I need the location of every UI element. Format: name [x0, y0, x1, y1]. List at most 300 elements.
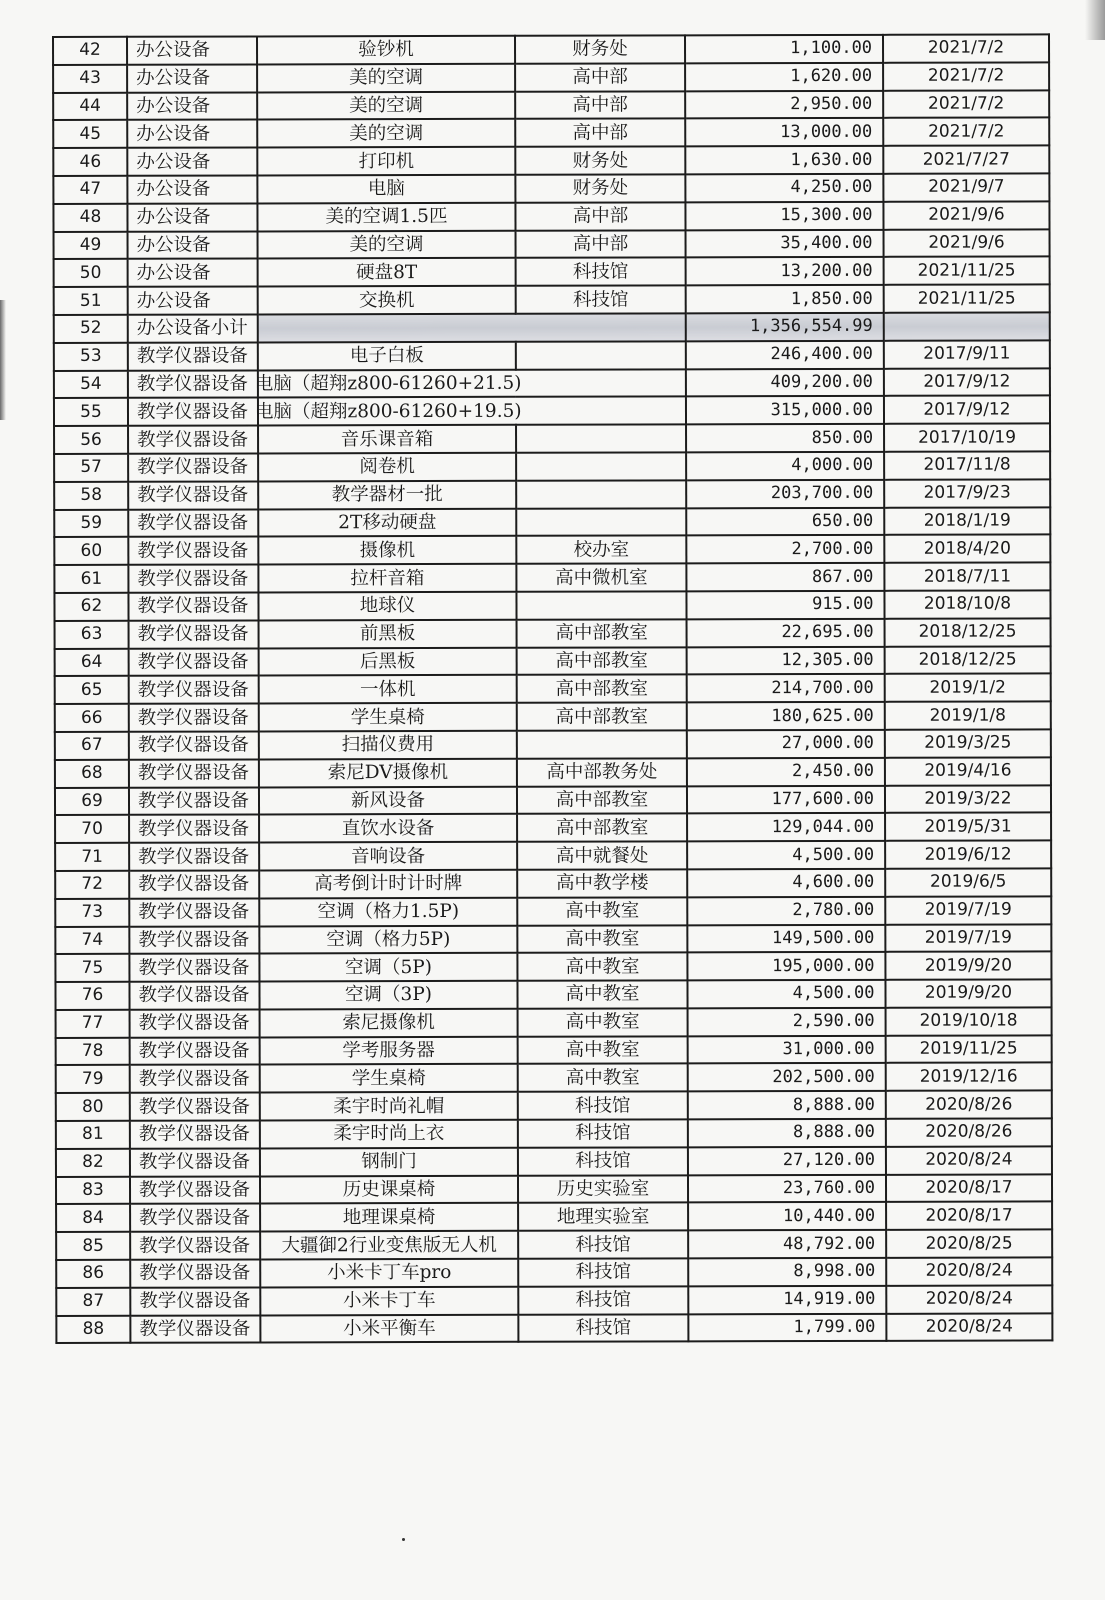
date-cell: 2019/6/5: [885, 868, 1051, 896]
category-cell: 教学仪器设备: [130, 1121, 260, 1149]
department-cell: [516, 424, 686, 452]
department-cell: 高中教室: [517, 925, 687, 953]
item-name-cell: 美的空调1.5匹: [257, 203, 515, 231]
category-cell: 教学仪器设备: [129, 982, 259, 1010]
item-name-cell: 美的空调: [257, 64, 515, 92]
date-cell: 2021/9/6: [883, 201, 1049, 229]
category-cell: 教学仪器设备: [128, 370, 258, 398]
date-cell: 2017/9/12: [884, 396, 1050, 424]
item-name-cell: 音响设备: [259, 842, 517, 870]
category-cell: 教学仪器设备: [130, 1287, 260, 1315]
date-cell: 2017/10/19: [884, 424, 1050, 452]
date-cell: 2019/7/19: [885, 896, 1051, 924]
category-cell: 教学仪器设备: [129, 787, 259, 815]
row-number: 49: [54, 231, 128, 259]
table-row: [56, 1313, 1052, 1343]
department-cell: 高中部教室: [517, 619, 687, 647]
row-number: 51: [54, 287, 128, 315]
category-cell: 教学仪器设备: [128, 537, 258, 565]
amount-cell: 13,200.00: [686, 257, 884, 285]
item-name-cell: 索尼摄像机: [260, 1009, 518, 1037]
row-number: 74: [55, 926, 129, 954]
item-name-cell: 空调（5P): [259, 953, 517, 981]
row-number: 48: [53, 204, 127, 232]
item-name-cell: 学生桌椅: [259, 703, 517, 731]
item-name-cell: 电脑: [257, 175, 515, 203]
amount-cell: 202,500.00: [688, 1063, 886, 1091]
item-name-cell: 新风设备: [259, 786, 517, 814]
table-row: [56, 1285, 1052, 1315]
category-cell: 教学仪器设备: [128, 398, 258, 426]
amount-cell: 409,200.00: [686, 368, 884, 396]
row-number: 54: [54, 370, 128, 398]
department-cell: [516, 341, 686, 369]
row-number: 76: [55, 982, 129, 1010]
amount-cell: 1,799.00: [688, 1313, 886, 1341]
item-name-cell: 高考倒计时计时牌: [259, 870, 517, 898]
date-cell: 2020/8/17: [886, 1174, 1052, 1202]
item-name-cell: 学考服务器: [260, 1036, 518, 1064]
amount-cell: 27,120.00: [688, 1147, 886, 1175]
category-cell: 教学仪器设备: [129, 759, 259, 787]
department-cell: [516, 591, 686, 619]
table-row: [56, 1007, 1052, 1037]
amount-cell: 10,440.00: [688, 1202, 886, 1230]
date-cell: 2020/8/17: [886, 1202, 1052, 1230]
amount-cell: 2,780.00: [687, 897, 885, 925]
department-cell: 高中就餐处: [517, 841, 687, 869]
date-cell: 2019/3/22: [885, 785, 1051, 813]
amount-cell: 31,000.00: [688, 1036, 886, 1064]
amount-cell: 1,630.00: [685, 146, 883, 174]
table-row: [54, 257, 1050, 287]
amount-cell: 14,919.00: [688, 1286, 886, 1314]
subtotal-blank: [258, 313, 686, 342]
table-row: [54, 507, 1050, 537]
row-number: 71: [55, 843, 129, 871]
department-cell: 高中教室: [517, 953, 687, 981]
amount-cell: 177,600.00: [687, 785, 885, 813]
item-name-cell: 教学器材一批: [258, 481, 516, 509]
date-cell: 2018/12/25: [885, 618, 1051, 646]
table-row: [56, 1035, 1052, 1065]
table-row: [54, 424, 1050, 454]
row-number: 87: [56, 1288, 130, 1316]
category-cell: 办公设备: [127, 148, 257, 176]
department-cell: [516, 480, 686, 508]
department-cell: 历史实验室: [518, 1175, 688, 1203]
amount-cell: 15,300.00: [685, 202, 883, 230]
amount-cell: 2,700.00: [686, 535, 884, 563]
department-cell: 高中教室: [518, 1064, 688, 1092]
item-name-cell: 学生桌椅: [260, 1064, 518, 1092]
table-row: [55, 674, 1051, 704]
amount-cell: 4,500.00: [687, 841, 885, 869]
amount-cell: 246,400.00: [686, 341, 884, 369]
category-cell: 教学仪器设备: [129, 815, 259, 843]
amount-cell: 4,600.00: [687, 869, 885, 897]
row-number: 68: [55, 760, 129, 788]
category-cell: 办公设备: [127, 120, 257, 148]
category-cell: 教学仪器设备: [130, 1176, 260, 1204]
row-number: 84: [56, 1204, 130, 1232]
category-cell: 教学仪器设备: [130, 1232, 260, 1260]
category-cell: 教学仪器设备: [130, 1204, 260, 1232]
category-cell: 办公设备: [127, 92, 257, 120]
category-cell: 教学仪器设备: [128, 453, 258, 481]
row-number: 62: [54, 593, 128, 621]
table-row: [56, 1202, 1052, 1232]
amount-cell: 129,044.00: [687, 813, 885, 841]
table-row: [56, 1118, 1052, 1148]
department-cell: 科技馆: [518, 1119, 688, 1147]
amount-cell: 22,695.00: [687, 619, 885, 647]
date-cell: 2019/10/18: [886, 1007, 1052, 1035]
category-cell: 教学仪器设备: [129, 843, 259, 871]
item-name-cell: 一体机: [259, 675, 517, 703]
amount-cell: 195,000.00: [687, 952, 885, 980]
date-cell: 2019/9/20: [885, 979, 1051, 1007]
department-cell: [517, 730, 687, 758]
asset-list-sheet: [52, 33, 1051, 1344]
amount-cell: 1,620.00: [685, 63, 883, 91]
department-cell: 财务处: [515, 147, 685, 175]
item-name-cell: 空调（格力5P): [259, 925, 517, 953]
row-number: 72: [55, 871, 129, 899]
date-cell: 2020/8/24: [886, 1313, 1052, 1341]
date-cell: 2019/1/2: [885, 674, 1051, 702]
row-number: 86: [56, 1260, 130, 1288]
table-row: [53, 118, 1049, 148]
department-cell: 高中部教室: [517, 675, 687, 703]
date-cell: 2021/11/25: [884, 257, 1050, 285]
item-name-cell: 打印机: [257, 147, 515, 175]
row-number: 64: [55, 648, 129, 676]
row-number: 50: [54, 259, 128, 287]
scan-speck: [402, 1538, 405, 1541]
item-name-cell: 扫描仪费用: [259, 731, 517, 759]
date-cell: 2020/8/26: [886, 1118, 1052, 1146]
item-name-cell: 阅卷机: [258, 453, 516, 481]
amount-cell: 4,250.00: [685, 174, 883, 202]
table-row: [55, 896, 1051, 926]
table-row: [54, 368, 1050, 398]
department-cell: 高中部: [516, 230, 686, 258]
date-cell: 2020/8/25: [886, 1230, 1052, 1258]
department-cell: 科技馆: [518, 1258, 688, 1286]
subtotal-date-blank: [884, 312, 1050, 340]
date-cell: 2019/4/16: [885, 757, 1051, 785]
item-name-cell: 美的空调: [258, 230, 516, 258]
table-row: [55, 924, 1051, 954]
table-row: [55, 729, 1051, 759]
row-number: 69: [55, 787, 129, 815]
category-cell: 办公设备: [128, 231, 258, 259]
item-name-cell: 小米卡丁车: [260, 1287, 518, 1315]
item-name-cell: 地球仪: [258, 592, 516, 620]
item-name-cell: 电子白板: [258, 342, 516, 370]
row-number: 73: [55, 899, 129, 927]
amount-cell: 12,305.00: [687, 646, 885, 674]
date-cell: 2021/9/6: [884, 229, 1050, 257]
department-cell: [516, 452, 686, 480]
row-number: 85: [56, 1232, 130, 1260]
item-name-cell: 音乐课音箱: [258, 425, 516, 453]
category-cell: 办公设备: [128, 287, 258, 315]
table-row: [54, 563, 1050, 593]
amount-cell: 48,792.00: [688, 1230, 886, 1258]
row-number: 45: [53, 120, 127, 148]
item-name-cell: 2T移动硬盘: [258, 508, 516, 536]
category-cell: 教学仪器设备: [129, 676, 259, 704]
scan-corner-shadow: [1085, 0, 1105, 40]
table-row: [55, 868, 1051, 898]
amount-cell: 8,998.00: [688, 1258, 886, 1286]
item-name-cell: 直饮水设备: [259, 814, 517, 842]
table-row: [55, 952, 1051, 982]
amount-cell: 2,590.00: [688, 1008, 886, 1036]
category-cell: 教学仪器设备: [128, 481, 258, 509]
item-name-cell: 小米平衡车: [260, 1314, 518, 1342]
department-cell: [516, 508, 686, 536]
amount-cell: 4,500.00: [687, 980, 885, 1008]
table-row: [53, 62, 1049, 92]
department-cell: 财务处: [515, 35, 685, 63]
department-cell: 地理实验室: [518, 1203, 688, 1231]
item-name-cell: [254, 369, 686, 398]
scan-edge-shadow: [0, 300, 6, 420]
table-row: [55, 813, 1051, 843]
date-cell: 2019/1/8: [885, 702, 1051, 730]
item-name-cell: [254, 397, 686, 426]
row-number: 66: [55, 704, 129, 732]
table-row: [53, 201, 1049, 231]
table-row: [54, 285, 1050, 315]
category-cell: 教学仪器设备: [130, 1009, 260, 1037]
table-row: [54, 396, 1050, 426]
table-row: [54, 479, 1050, 509]
amount-cell: 8,888.00: [688, 1091, 886, 1119]
table-row: [54, 340, 1050, 370]
row-number: 60: [54, 537, 128, 565]
row-number: 78: [56, 1037, 130, 1065]
table-row: [56, 1230, 1052, 1260]
category-cell: 教学仪器设备: [129, 704, 259, 732]
item-name-text: 电脑（超翔z800-61260+19.5): [254, 400, 522, 423]
row-number: 61: [54, 565, 128, 593]
item-name-cell: 地理课桌椅: [260, 1203, 518, 1231]
table-row: [56, 1146, 1052, 1176]
table-row: [55, 646, 1051, 676]
category-cell: 教学仪器设备: [130, 1148, 260, 1176]
item-name-cell: 摄像机: [258, 536, 516, 564]
amount-cell: 214,700.00: [687, 674, 885, 702]
row-number: 67: [55, 732, 129, 760]
date-cell: 2019/5/31: [885, 813, 1051, 841]
item-name-cell: 美的空调: [257, 119, 515, 147]
item-name-cell: 柔宇时尚上衣: [260, 1120, 518, 1148]
item-name-cell: 验钞机: [257, 36, 515, 64]
table-row: [53, 173, 1049, 203]
amount-cell: 13,000.00: [685, 118, 883, 146]
item-name-cell: 后黑板: [259, 647, 517, 675]
subtotal-label: 办公设备小计: [128, 314, 258, 342]
date-cell: 2017/9/11: [884, 340, 1050, 368]
date-cell: 2021/11/25: [884, 285, 1050, 313]
date-cell: 2020/8/26: [886, 1091, 1052, 1119]
table-row: [54, 229, 1050, 259]
category-cell: 教学仪器设备: [128, 509, 258, 537]
date-cell: 2021/9/7: [883, 173, 1049, 201]
table-row: [53, 90, 1049, 120]
department-cell: 高中教室: [518, 1036, 688, 1064]
category-cell: 教学仪器设备: [128, 426, 258, 454]
row-number: 53: [54, 343, 128, 371]
department-cell: 科技馆: [518, 1147, 688, 1175]
category-cell: 教学仪器设备: [130, 1260, 260, 1288]
date-cell: 2019/12/16: [886, 1063, 1052, 1091]
table-row: [56, 1257, 1052, 1287]
date-cell: 2018/12/25: [885, 646, 1051, 674]
item-name-cell: 拉杆音箱: [258, 564, 516, 592]
table-row: [56, 1174, 1052, 1204]
row-number: 80: [56, 1093, 130, 1121]
department-cell: 高中教室: [518, 1008, 688, 1036]
date-cell: 2019/3/25: [885, 729, 1051, 757]
department-cell: 高中微机室: [516, 563, 686, 591]
item-name-cell: 硬盘8T: [258, 258, 516, 286]
category-cell: 教学仪器设备: [130, 1065, 260, 1093]
item-name-cell: 小米卡丁车pro: [260, 1259, 518, 1287]
row-number: 81: [56, 1121, 130, 1149]
date-cell: 2018/7/11: [884, 563, 1050, 591]
department-cell: 科技馆: [516, 286, 686, 314]
amount-cell: 1,100.00: [685, 35, 883, 63]
row-number: 79: [56, 1065, 130, 1093]
date-cell: 2020/8/24: [886, 1285, 1052, 1313]
date-cell: 2017/11/8: [884, 451, 1050, 479]
category-cell: 教学仪器设备: [128, 592, 258, 620]
amount-cell: 1,850.00: [686, 285, 884, 313]
category-cell: 教学仪器设备: [128, 342, 258, 370]
row-number: 83: [56, 1176, 130, 1204]
date-cell: 2017/9/23: [884, 479, 1050, 507]
department-cell: 高中部教室: [517, 702, 687, 730]
item-name-cell: 前黑板: [259, 620, 517, 648]
row-number: 88: [56, 1315, 130, 1343]
amount-cell: 915.00: [686, 591, 884, 619]
table-row: [55, 979, 1051, 1009]
category-cell: 教学仪器设备: [129, 648, 259, 676]
department-cell: 科技馆: [518, 1286, 688, 1314]
row-number: 44: [53, 92, 127, 120]
department-cell: 财务处: [515, 174, 685, 202]
row-number: 42: [53, 37, 127, 65]
amount-cell: 203,700.00: [686, 480, 884, 508]
department-cell: 高中教学楼: [517, 869, 687, 897]
department-cell: 高中部教室: [517, 814, 687, 842]
date-cell: 2019/7/19: [885, 924, 1051, 952]
table-row: [55, 618, 1051, 648]
row-number: 52: [54, 315, 128, 343]
asset-table: [52, 33, 1053, 1344]
date-cell: 2019/6/12: [885, 840, 1051, 868]
department-cell: 科技馆: [518, 1231, 688, 1259]
amount-cell: 850.00: [686, 424, 884, 452]
date-cell: 2021/7/2: [883, 62, 1049, 90]
category-cell: 办公设备: [128, 259, 258, 287]
category-cell: 教学仪器设备: [130, 1037, 260, 1065]
category-cell: 办公设备: [127, 175, 257, 203]
date-cell: 2017/9/12: [884, 368, 1050, 396]
row-number: 70: [55, 815, 129, 843]
department-cell: 高中教室: [517, 897, 687, 925]
department-cell: 高中部教室: [517, 647, 687, 675]
table-row: [55, 757, 1051, 787]
category-cell: 教学仪器设备: [130, 1315, 260, 1343]
department-cell: 高中部: [515, 91, 685, 119]
amount-cell: 27,000.00: [687, 730, 885, 758]
date-cell: 2018/10/8: [884, 590, 1050, 618]
table-row: [53, 146, 1049, 176]
item-name-cell: 空调（格力1.5P): [259, 897, 517, 925]
row-number: 43: [53, 65, 127, 93]
amount-cell: 867.00: [686, 563, 884, 591]
date-cell: 2021/7/2: [883, 90, 1049, 118]
table-row: [56, 1063, 1052, 1093]
department-cell: 高中部: [515, 202, 685, 230]
item-name-cell: 大疆御2行业变焦版无人机: [260, 1231, 518, 1259]
category-cell: 教学仪器设备: [130, 1093, 260, 1121]
item-name-cell: 美的空调: [257, 91, 515, 119]
item-name-cell: 交换机: [258, 286, 516, 314]
table-row: [56, 1091, 1052, 1121]
row-number: 58: [54, 482, 128, 510]
department-cell: 校办室: [516, 536, 686, 564]
department-cell: 高中部教室: [517, 786, 687, 814]
date-cell: 2018/1/19: [884, 507, 1050, 535]
department-cell: 科技馆: [516, 258, 686, 286]
department-cell: 高中教室: [517, 980, 687, 1008]
amount-cell: 35,400.00: [686, 229, 884, 257]
amount-cell: 4,000.00: [686, 452, 884, 480]
table-row: [55, 785, 1051, 815]
amount-cell: 2,450.00: [687, 758, 885, 786]
amount-cell: 23,760.00: [688, 1174, 886, 1202]
department-cell: 高中部教务处: [517, 758, 687, 786]
date-cell: 2021/7/2: [883, 118, 1049, 146]
row-number: 77: [56, 1010, 130, 1038]
table-row: [54, 590, 1050, 620]
subtotal-amount: 1,356,554.99: [686, 313, 884, 341]
row-number: 59: [54, 509, 128, 537]
category-cell: 办公设备: [127, 64, 257, 92]
date-cell: 2020/8/24: [886, 1257, 1052, 1285]
row-number: 47: [53, 176, 127, 204]
amount-cell: 2,950.00: [685, 90, 883, 118]
department-cell: 科技馆: [518, 1314, 688, 1342]
item-name-cell: 历史课桌椅: [260, 1175, 518, 1203]
row-number: 55: [54, 398, 128, 426]
amount-cell: 650.00: [686, 507, 884, 535]
item-name-cell: 索尼DV摄像机: [259, 759, 517, 787]
item-name-cell: 柔宇时尚礼帽: [260, 1092, 518, 1120]
subtotal-row: [54, 312, 1050, 342]
category-cell: 教学仪器设备: [129, 954, 259, 982]
category-cell: 教学仪器设备: [129, 898, 259, 926]
department-cell: 高中部: [515, 63, 685, 91]
table-row: [54, 535, 1050, 565]
